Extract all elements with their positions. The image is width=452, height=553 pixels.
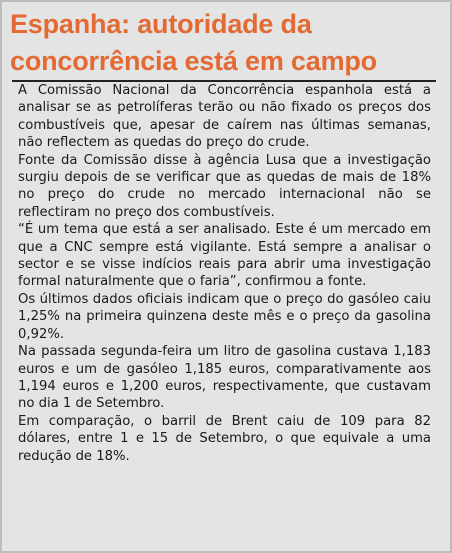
paragraph-4: Os últimos dados oficiais indicam que o preço do gasóleo caiu 1,25% na primeira quinzena deste mês e o preço da gasolina 0,92%. — [18, 291, 431, 342]
paragraph-1: A Comissão Nacional da Concorrência espanhola está a analisar se as petrolíferas terão ou não fixado os preços dos combustíveis que, apesar de caírem nas últimas semanas, não reflectem as quedas do preço do crude. — [18, 83, 431, 151]
paragraph-2: Fonte da Comissão disse à agência Lusa que a investigação surgiu depois de se verificar que as quedas de mais de 18% no preço do crude no mercado internacional não se reflectiram no preço dos combustíveis. — [18, 152, 431, 220]
article-title — [10, 6, 446, 80]
title-line-1: Espanha: autoridade da — [10, 9, 312, 39]
paragraph-3: “É um tema que está a ser analisado. Este é um mercado em que a CNC sempre está vigilante. Está sempre a analisar o sector e se visse indícios reais para abrir uma investigação formal naturalmente que o faria”, confirmou a fonte. — [18, 222, 431, 290]
paragraph-5: Na passada segunda-feira um litro de gasolina custava 1,183 euros e um de gasóleo 1,185 euros, comparativamente aos 1,194 euros e 1,200 euros, respectivamente, que custavam no dia 1 de Setembro. — [18, 344, 431, 412]
article-body — [18, 82, 431, 465]
title-line-2: concorrência está em campo — [10, 46, 377, 76]
paragraph-6: Em comparação, o barril de Brent caiu de 109 para 82 dólares, entre 1 e 15 de Setembro, o que equivale a uma redução de 18%. — [18, 413, 431, 464]
